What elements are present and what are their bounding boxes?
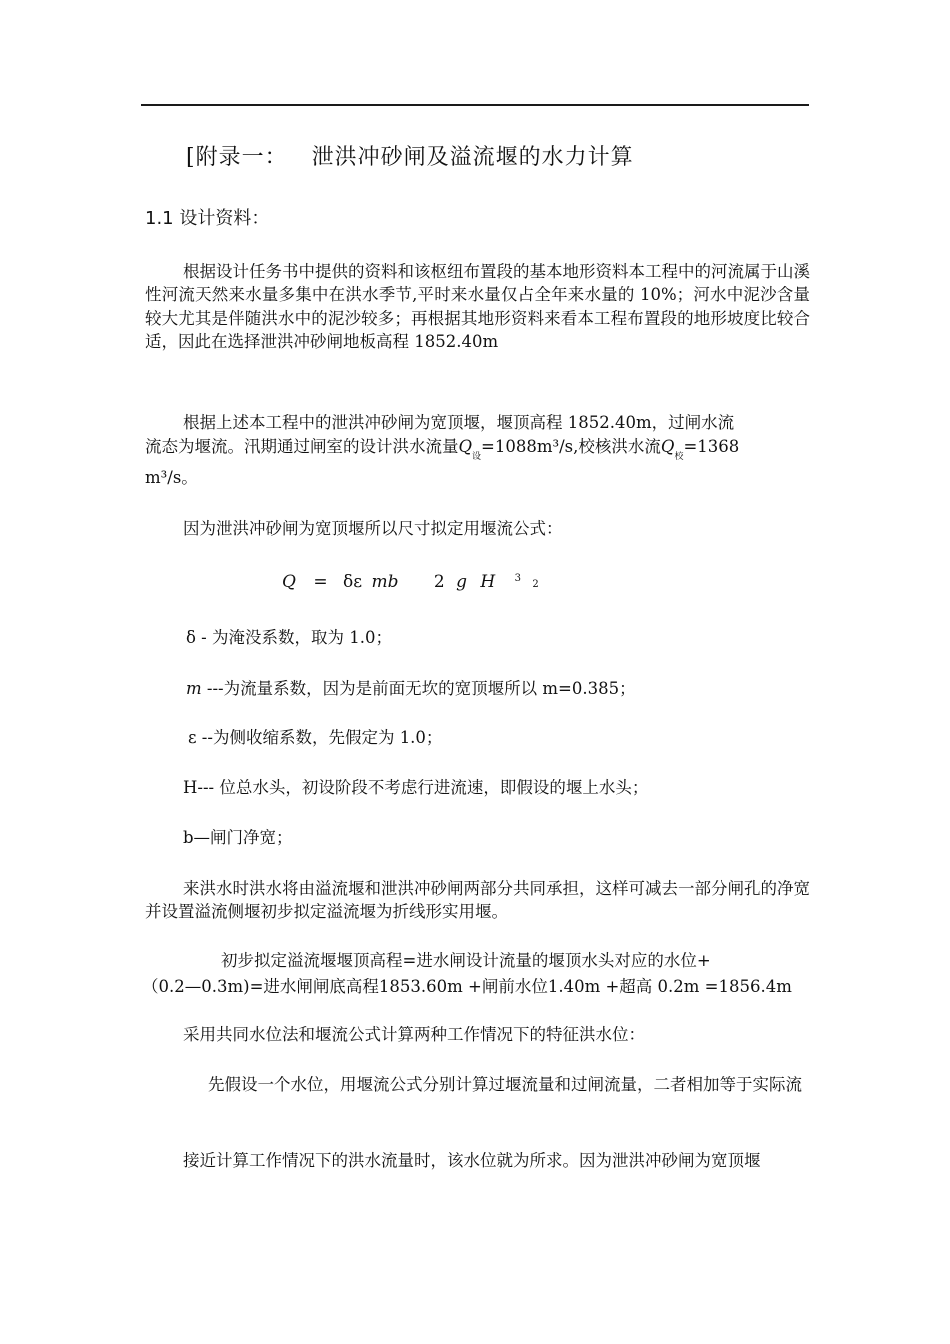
paragraph-approach-flow: 接近计算工作情况下的洪水流量时，该水位就为所求。因为泄洪冲砂闸为宽顶堰 (183, 1151, 761, 1170)
definition-m-symbol: m (186, 679, 202, 698)
definition-epsilon: ε --为侧收缩系数，先假定为 1.0； (188, 728, 443, 747)
weir-crest-line-1: 初步拟定溢流堰堰顶高程=进水闸设计流量的堰顶水头对应的水位+ (221, 951, 711, 970)
paragraph-weir-formula-intro: 因为泄洪冲砂闸为宽顶堰所以尺寸拟定用堰流公式： (183, 519, 563, 538)
paragraph-common-water-level: 采用共同水位法和堰流公式计算两种工作情况下的特征洪水位： (183, 1025, 645, 1044)
formula-h: H (480, 572, 496, 592)
flow-line-2-text: 流态为堰流。汛期通过闸室的设计洪水流量 (145, 437, 459, 456)
appendix-prefix: [附录一： (186, 145, 288, 170)
formula-g: g (456, 572, 467, 592)
definition-delta: δ - 为淹没系数，取为 1.0； (186, 628, 392, 647)
definition-m-text: ---为流量系数，因为是前面无坎的宽顶堰所以 m=0.385； (201, 679, 636, 698)
paragraph-flood-sharing: 来洪水时洪水将由溢流堰和泄洪冲砂闸两部分共同承担，这样可减去一部分闸孔的净宽并设置溢流侧堰初步拟定溢流堰为折线形实用堰。 (145, 879, 810, 922)
paragraph-assume-water-level: 先假设一个水位，用堰流公式分别计算过堰流量和过闸流量，二者相加等于实际流 (208, 1075, 802, 1094)
q-check-symbol: Q (660, 437, 675, 456)
q-design-symbol: Q (458, 437, 473, 456)
weir-crest-line-2: （0.2—0.3m)=进水闸闸底高程1853.60m +闸前水位1.40m +超高 0.2m =1856.4m (142, 977, 792, 996)
definition-h: H--- 位总水头，初设阶段不考虑行进流速，即假设的堰上水头； (183, 778, 649, 797)
flow-line-1: 根据上述本工程中的泄洪冲砂闸为宽顶堰，堰顶高程 1852.40m，过闸水流 (183, 413, 735, 432)
formula-exponent-denominator: 2 (532, 579, 539, 590)
section-heading: 1.1 设计资料： (145, 208, 270, 229)
q-check-subscript: 校 (674, 452, 684, 462)
appendix-heading (186, 146, 634, 169)
header-rule (141, 104, 809, 106)
formula-two: 2 (433, 572, 445, 592)
formula-exponent-numerator: 3 (514, 573, 522, 584)
formula-coefficients: δε (343, 572, 363, 592)
flow-line-3: m³/s。 (145, 468, 198, 487)
appendix-title: 泄洪冲砂闸及溢流堰的水力计算 (311, 145, 634, 170)
definition-m (186, 677, 636, 700)
flow-design-value: =1088m³/s,校核洪水流 (481, 437, 661, 456)
paragraph-design-data: 根据设计任务书中提供的资料和该枢纽布置段的基本地形资料本工程中的河流属于山溪性河流天然来水量多集中在洪水季节,平时来水量仅占全年来水量的 10%；河水中泥沙含量较大尤其是伴随洪水中的泥沙较多；再根据其地形资料来看本工程布置段的地形坡度比较合适，因此在选择泄洪冲砂闸地板高程 1852.40m (145, 262, 810, 351)
flow-check-value: =1368 (683, 437, 740, 456)
q-design-subscript: 设 (472, 452, 482, 462)
formula-mb: mb (371, 572, 399, 592)
flow-line-2 (145, 435, 739, 462)
formula-equals: = (313, 572, 328, 592)
definition-b: b—闸门净宽； (183, 828, 293, 847)
formula-q: Q (282, 572, 296, 592)
weir-flow-formula (282, 572, 539, 592)
